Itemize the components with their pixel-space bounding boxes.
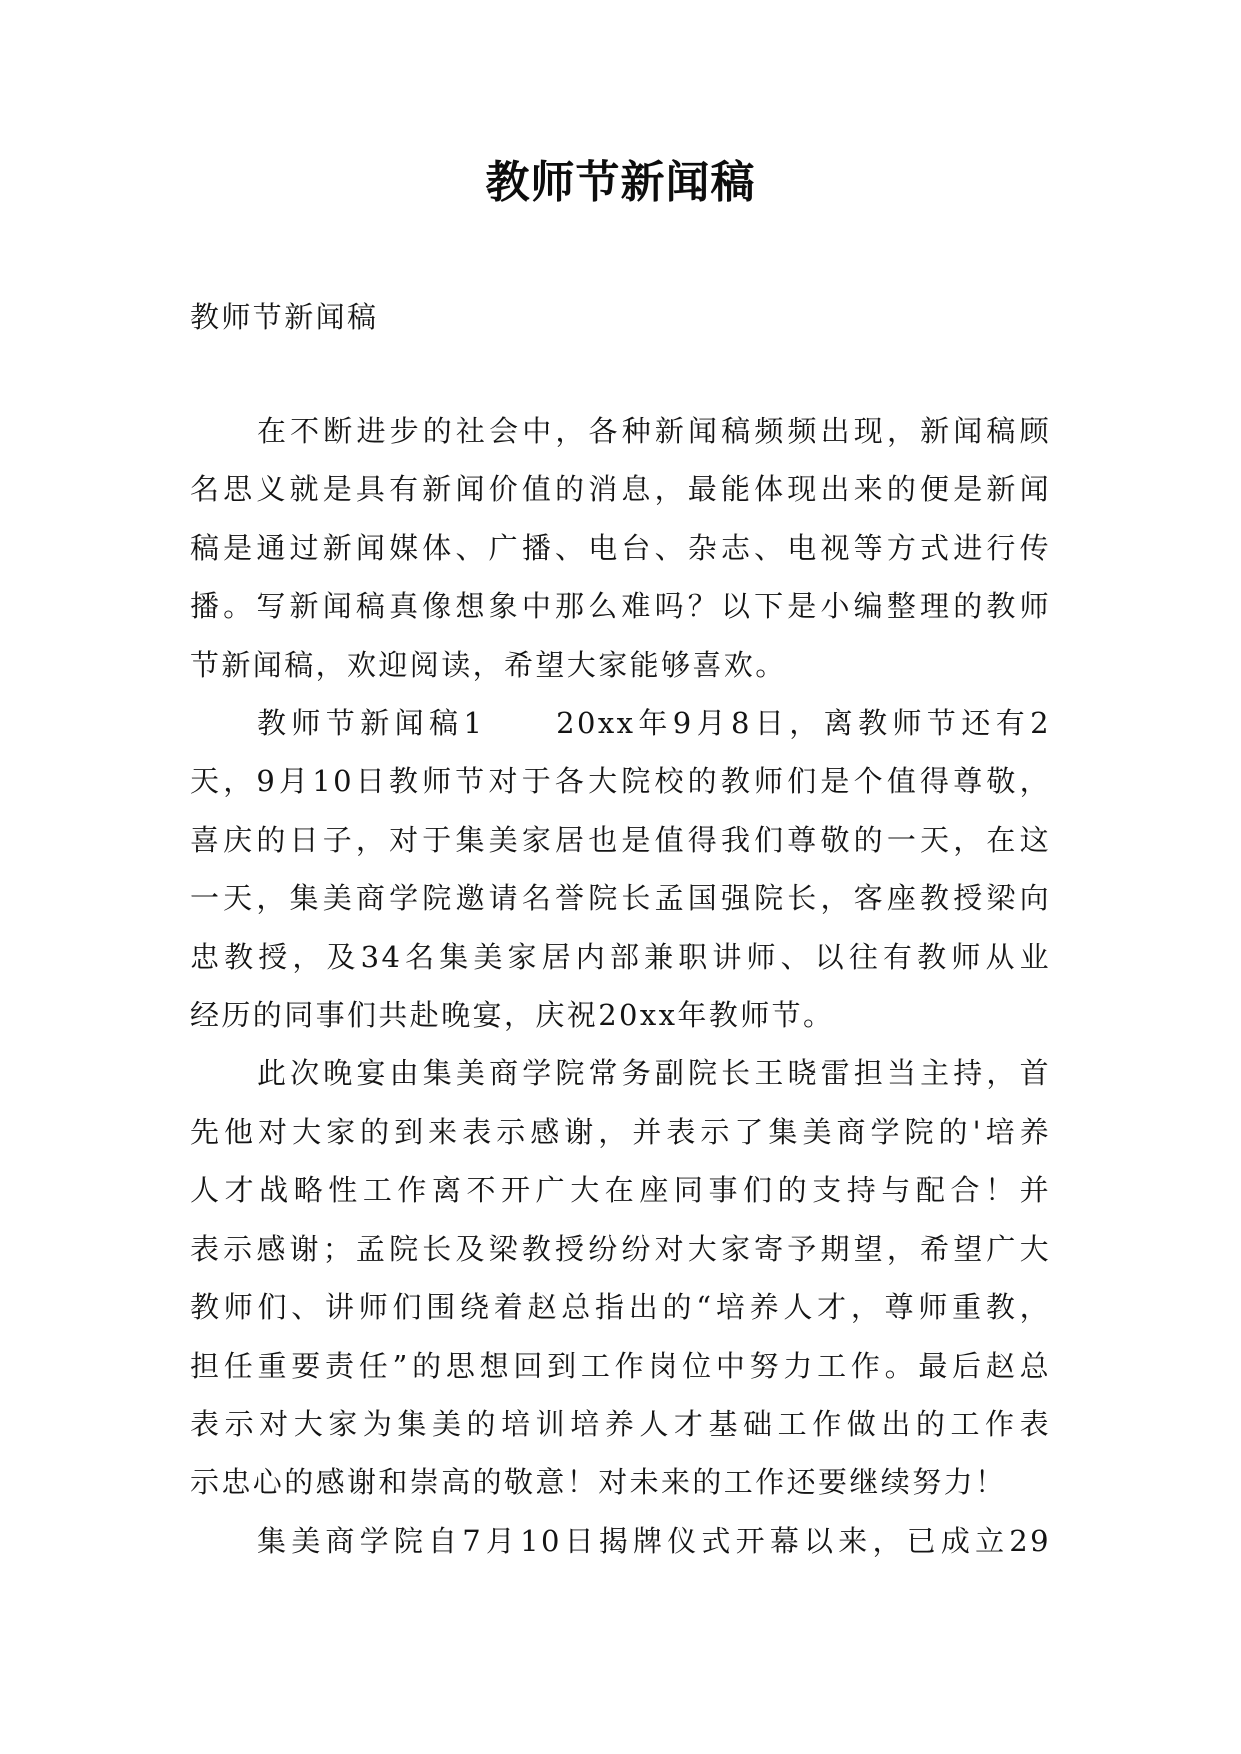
paragraph bbox=[190, 1512, 1051, 1570]
paragraph-line: 稿是通过新闻媒体、广播、电台、杂志、电视等方式进行传 bbox=[190, 530, 1051, 565]
paragraph-line: 教师们、讲师们围绕着赵总指出的“培养人才，尊师重教， bbox=[190, 1290, 1051, 1325]
paragraph-line: 一天，集美商学院邀请名誉院长孟国强院长，客座教授梁向 bbox=[190, 881, 1051, 916]
paragraph-line: 表示对大家为集美的培训培养人才基础工作做出的工作表 bbox=[190, 1406, 1051, 1441]
paragraph-line: 节新闻稿，欢迎阅读，希望大家能够喜欢。 bbox=[190, 647, 787, 682]
paragraph bbox=[190, 1044, 1051, 1511]
paragraph-line: 表示感谢；孟院长及梁教授纷纷对大家寄予期望，希望广大 bbox=[190, 1231, 1051, 1266]
paragraph-line: 此次晚宴由集美商学院常务副院长王晓雷担当主持，首 bbox=[257, 1056, 1051, 1091]
paragraph bbox=[190, 402, 1051, 694]
paragraph-line: 集美商学院自7月10日揭牌仪式开幕以来，已成立29 bbox=[257, 1523, 1051, 1558]
paragraph-line: 播。写新闻稿真像想象中那么难吗？以下是小编整理的教师 bbox=[190, 589, 1051, 624]
paragraph-line: 在不断进步的社会中，各种新闻稿频频出现，新闻稿顾 bbox=[257, 414, 1051, 448]
document-title: 教师节新闻稿 bbox=[485, 157, 756, 208]
paragraph bbox=[190, 694, 1051, 1044]
paragraph-line: 天，9月10日教师节对于各大院校的教师们是个值得尊敬， bbox=[190, 764, 1051, 799]
paragraph-line: 名思义就是具有新闻价值的消息，最能体现出来的便是新闻 bbox=[190, 472, 1051, 507]
paragraph-line: 喜庆的日子，对于集美家居也是值得我们尊敬的一天，在这 bbox=[190, 822, 1051, 857]
paragraph-line: 担任重要责任”的思想回到工作岗位中努力工作。最后赵总 bbox=[190, 1348, 1051, 1383]
article-body bbox=[190, 402, 1051, 1570]
paragraph-line: 人才战略性工作离不开广大在座同事们的支持与配合！并 bbox=[190, 1173, 1051, 1208]
paragraph-line: 教师节新闻稿1 20xx年9月8日，离教师节还有2 bbox=[257, 706, 1051, 741]
paragraph-line: 经历的同事们共赴晚宴，庆祝20xx年教师节。 bbox=[190, 998, 835, 1033]
paragraph-line: 示忠心的感谢和崇高的敬意！对未来的工作还要继续努力！ bbox=[190, 1465, 1007, 1500]
paragraph-line: 忠教授，及34名集美家居内部兼职讲师、以往有教师从业 bbox=[190, 939, 1051, 974]
document-subtitle: 教师节新闻稿 bbox=[190, 300, 379, 334]
paragraph-line: 先他对大家的到来表示感谢，并表示了集美商学院的'培养 bbox=[190, 1114, 1051, 1149]
